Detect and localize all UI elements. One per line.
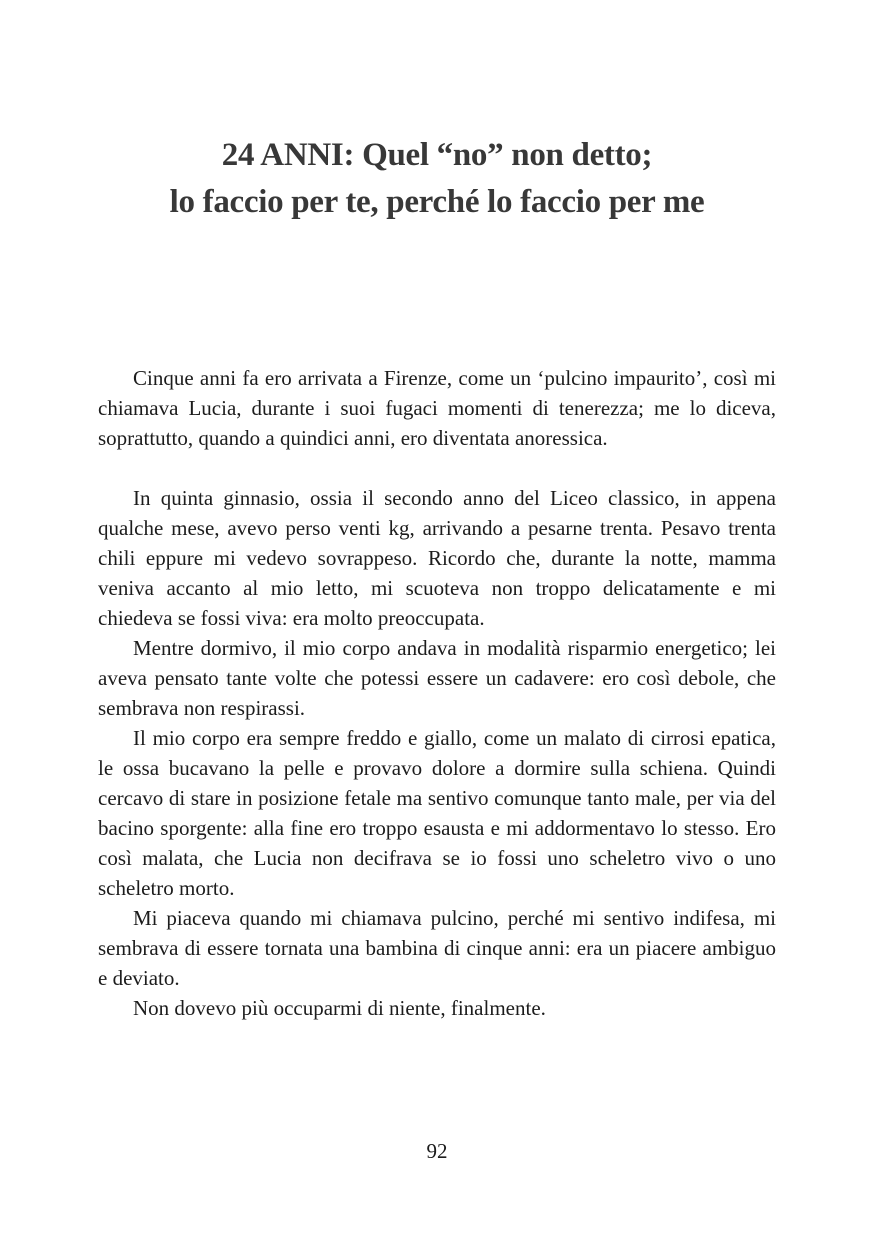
- paragraph-4: Il mio corpo era sempre freddo e giallo, come un malato di cirrosi epatica, le ossa bucavano la pelle e provavo dolore a dormire sulla schiena. Quindi cercavo di stare in posizione fetale ma sentivo comunque tanto male, per via del bacino sporgente: alla fine ero troppo esausta e mi addormentavo lo stesso. Ero così malata, che Lucia non decifrava se io fossi uno scheletro vivo o uno scheletro morto.: [98, 726, 776, 900]
- page-number: 92: [426, 1139, 448, 1163]
- chapter-body: [98, 363, 776, 1023]
- chapter-title: [0, 0, 874, 226]
- paragraph-1: Cinque anni fa ero arrivata a Firenze, come un ‘pulcino impaurito’, così mi chiamava Lucia, durante i suoi fugaci momenti di tenerezza; me lo diceva, soprattutto, quando a quindici anni, ero diventata anoressica.: [98, 366, 776, 450]
- paragraph-3: Mentre dormivo, il mio corpo andava in modalità risparmio energetico; lei aveva pensato tante volte che potessi essere un cadavere: ero così debole, che sembrava non respirassi.: [98, 636, 776, 720]
- chapter-title-line-1: 24 ANNI: Quel “no” non detto;: [221, 137, 653, 173]
- paragraph-5: Mi piaceva quando mi chiamava pulcino, perché mi sentivo indifesa, mi sembrava di essere tornata una bambina di cinque anni: era un piacere ambiguo e deviato.: [98, 906, 776, 990]
- chapter-title-line-2: lo faccio per te, perché lo faccio per me: [169, 184, 705, 220]
- paragraph-2: In quinta ginnasio, ossia il secondo anno del Liceo classico, in appena qualche mese, avevo perso venti kg, arrivando a pesarne trenta. Pesavo trenta chili eppure mi vedevo sovrappeso. Ricordo che, durante la notte, mamma veniva accanto al mio letto, mi scuoteva non troppo delicatamente e mi chiedeva se fossi viva: era molto preoccupata.: [98, 486, 776, 630]
- paragraph-6: Non dovevo più occuparmi di niente, finalmente.: [133, 996, 546, 1020]
